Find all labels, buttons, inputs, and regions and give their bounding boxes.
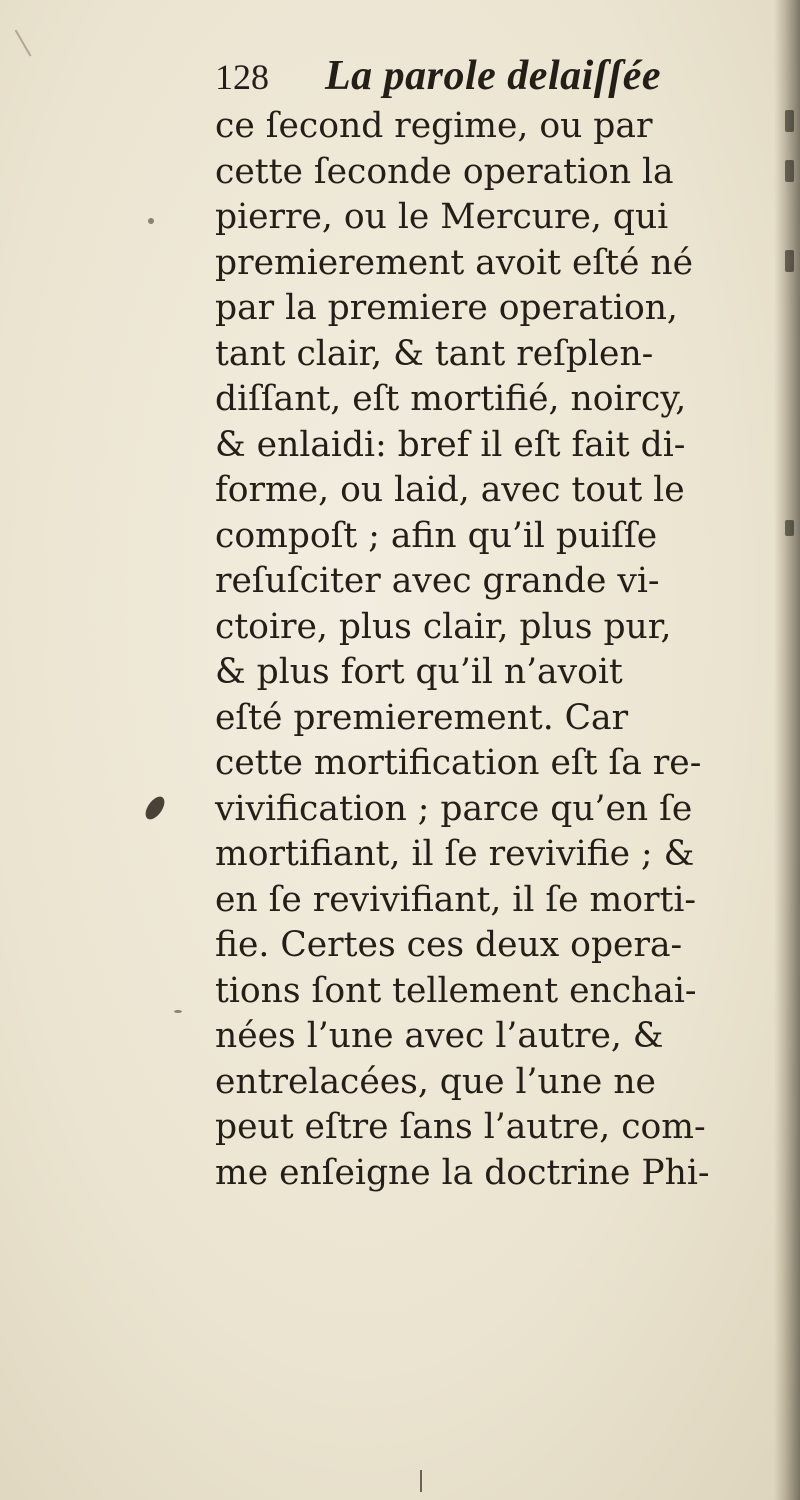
text-line: vivification ; parce qu’en ſe [215, 788, 693, 829]
bleed-through-mark [785, 160, 794, 182]
page-header [215, 52, 775, 102]
text-line: nées l’une avec l’autre, & [215, 1016, 664, 1056]
text-line: compoſt ; afin qu’il puiſſe [215, 515, 658, 556]
text-line: cette mortification eſt ſa re- [215, 743, 702, 783]
text-line: ctoire, plus clair, plus pur, [215, 606, 672, 647]
text-line: tions ſont tellement enchai- [215, 970, 697, 1011]
paper-crease [15, 30, 32, 57]
text-line: par la premiere operation, [215, 288, 678, 328]
text-line: premierement avoit eſté né [215, 242, 694, 283]
text-line: ce ſecond regime, ou par [215, 106, 653, 146]
page-gutter-shadow [774, 0, 800, 1500]
text-line: peut eſtre ſans l’autre, com- [215, 1107, 706, 1147]
page-number: 128 [215, 57, 269, 97]
paper-speck [420, 1470, 422, 1492]
text-line: eſté premierement. Car [215, 697, 629, 738]
bleed-through-mark [785, 250, 794, 272]
bleed-through-mark [785, 110, 794, 132]
text-line: reſuſciter avec grande vi- [215, 561, 660, 601]
text-line: diſſant, eſt mortifié, noircy, [215, 379, 687, 419]
text-line: forme, ou laid, avec tout le [215, 470, 685, 510]
text-line: mortifiant, il ſe revivifie ; & [215, 834, 695, 874]
paper-speck [174, 1010, 182, 1013]
body-text [215, 104, 775, 1196]
text-line: fie. Certes ces deux opera- [215, 925, 683, 965]
text-line: tant clair, & tant reſplen- [215, 333, 654, 374]
ink-stain [142, 793, 168, 822]
text-line: cette ſeconde operation la [215, 151, 674, 192]
text-line: & enlaidi: bref il eſt fait di- [215, 424, 686, 465]
running-title: La parole delaiſſée [325, 53, 662, 99]
text-line: me enſeigne la doctrine Phi- [215, 1152, 710, 1193]
bleed-through-mark [785, 520, 794, 536]
paper-speck [148, 218, 154, 224]
text-line: entrelacées, que l’une ne [215, 1061, 656, 1102]
text-line: & plus fort qu’il n’avoit [215, 652, 623, 692]
text-line: pierre, ou le Mercure, qui [215, 197, 669, 237]
text-line: en ſe revivifiant, il ſe morti- [215, 879, 697, 920]
